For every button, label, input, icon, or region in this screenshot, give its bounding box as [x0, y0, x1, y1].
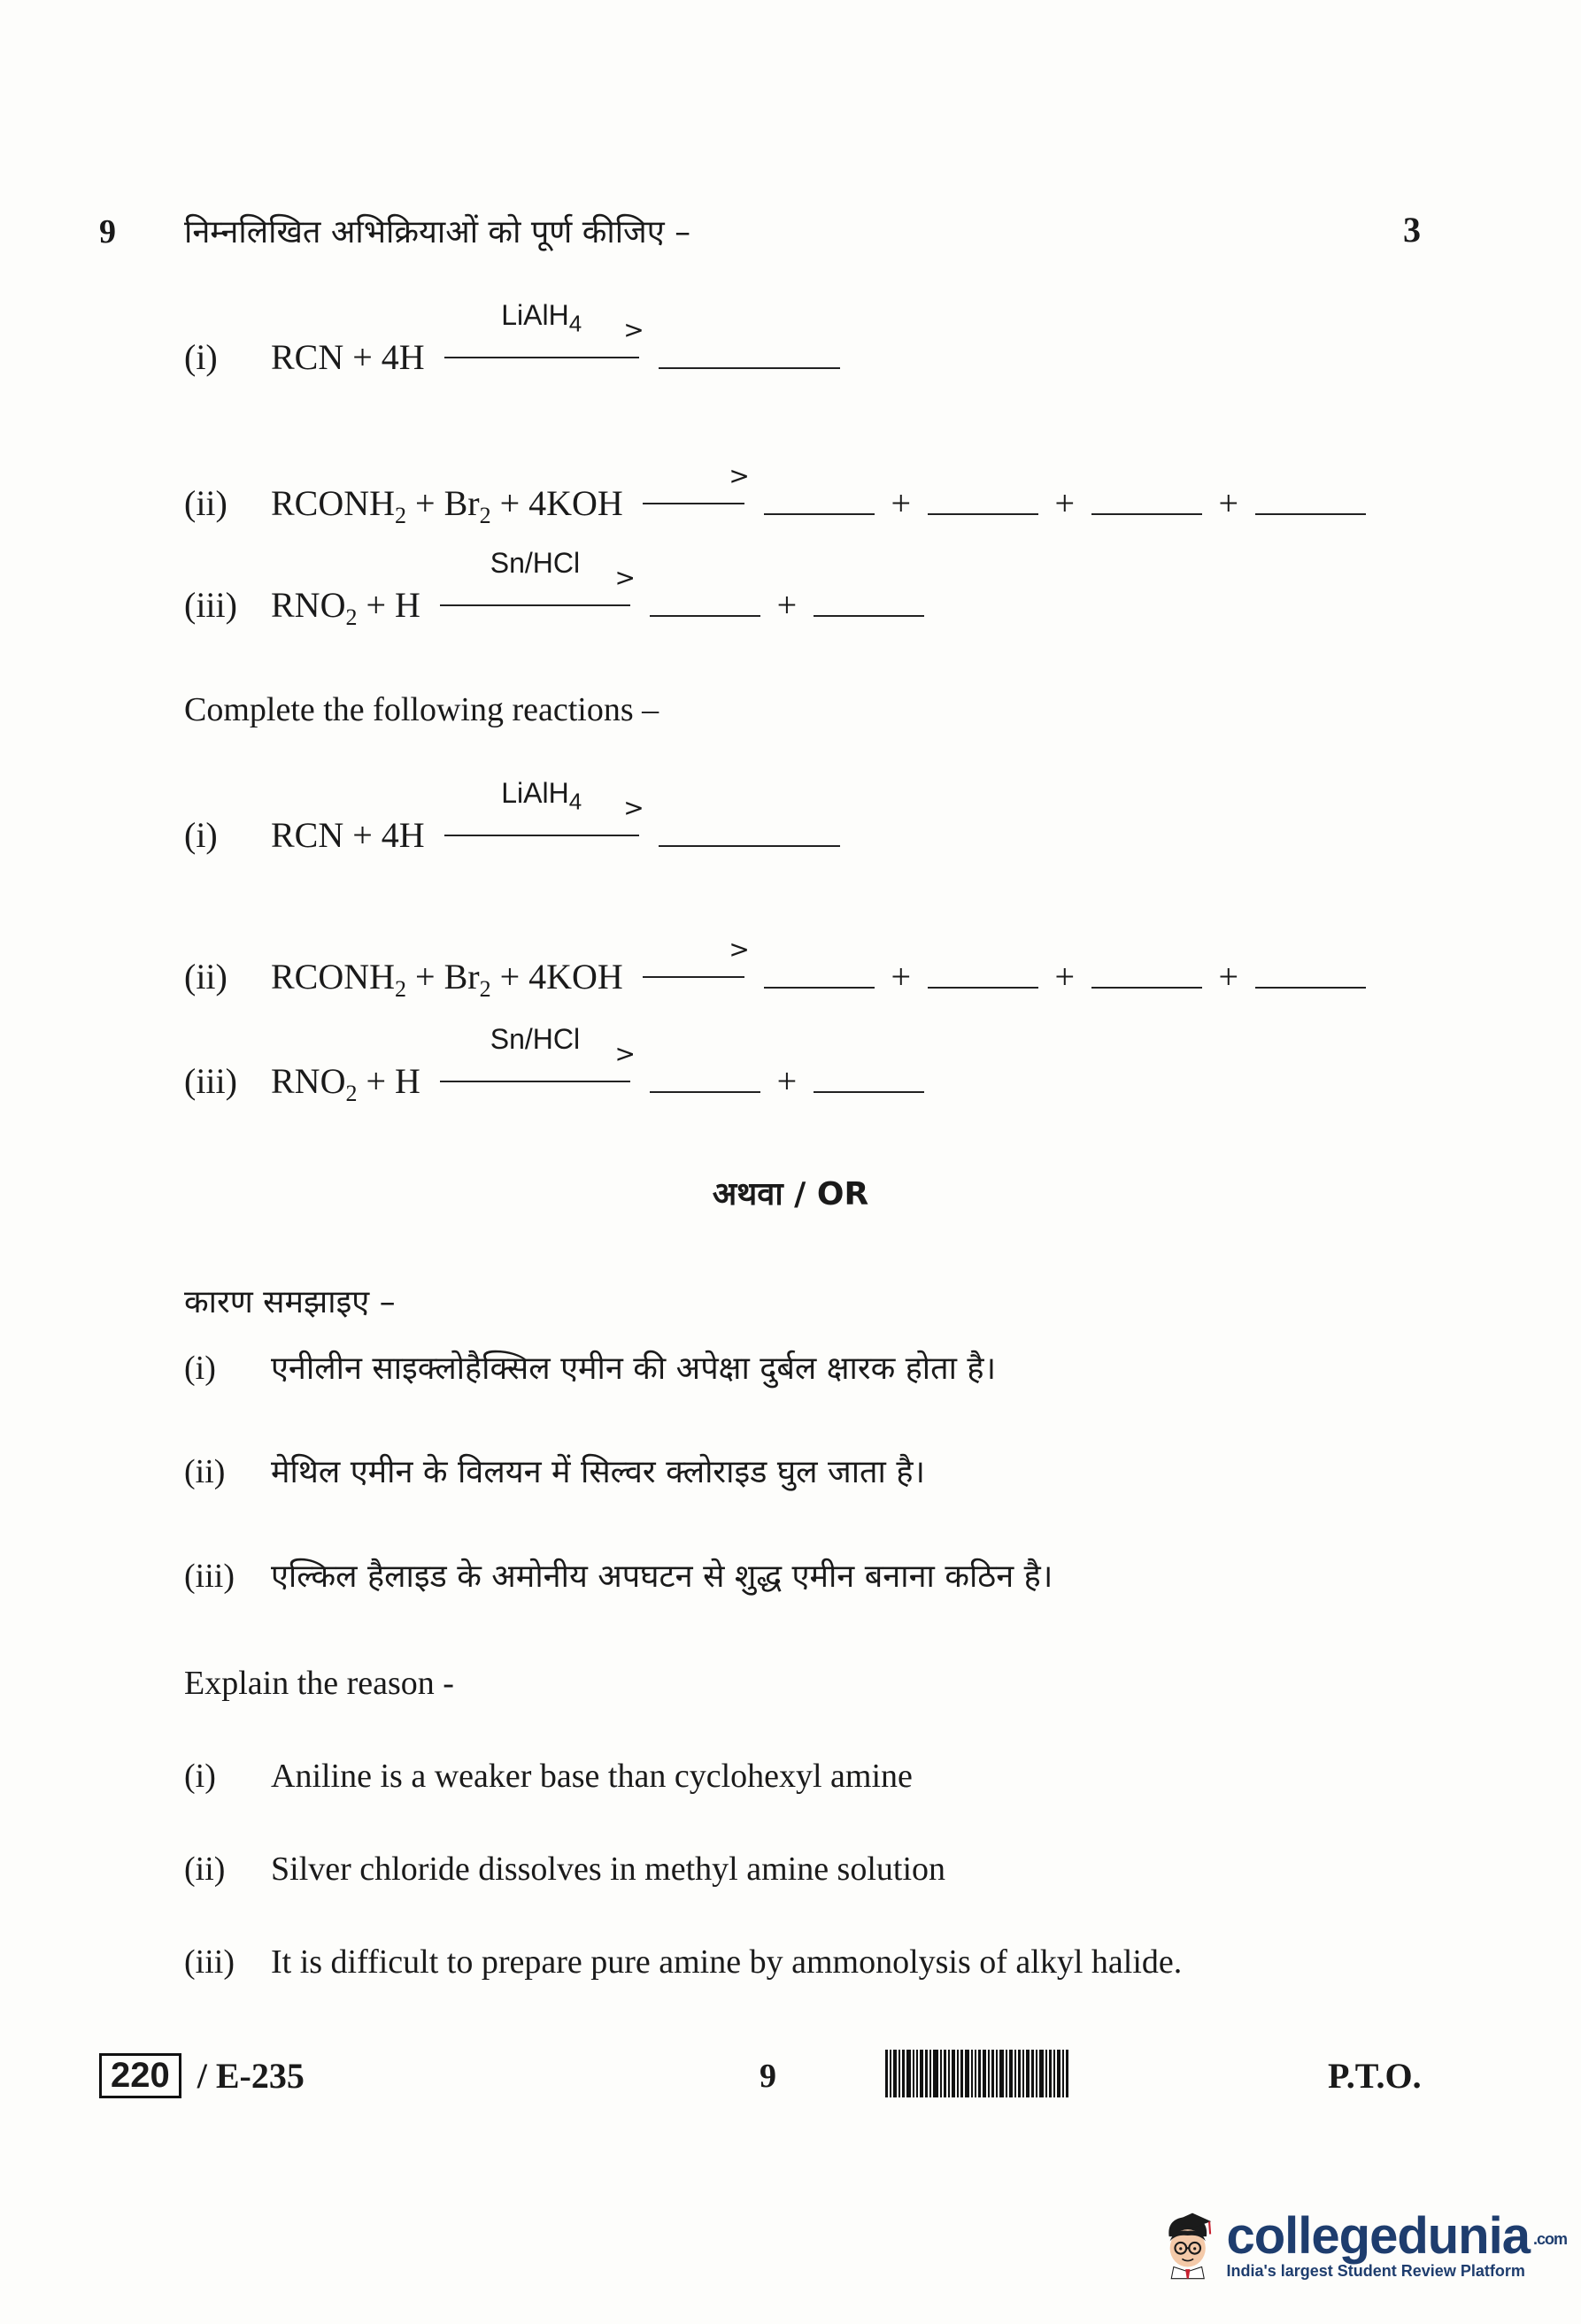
item-label: (ii)	[184, 1851, 226, 1888]
answer-blank	[659, 364, 840, 369]
reaction-reagent: LiAlH$_4$	[501, 299, 582, 337]
reaction-label: (iii)	[184, 585, 237, 625]
barcode-bar	[991, 2050, 994, 2097]
answer-blank	[764, 983, 875, 989]
plus-sign: +	[891, 957, 912, 997]
student-mascot-icon	[1160, 2177, 1215, 2310]
item-label: (iii)	[184, 1943, 235, 1981]
barcode-bar	[965, 2050, 969, 2097]
item-text: Aniline is a weaker base than cyclohexyl amine	[271, 1758, 913, 1795]
brand-tagline: India's largest Student Review Platform	[1226, 2262, 1525, 2280]
barcode-bar	[933, 2050, 938, 2097]
barcode-bar	[952, 2050, 955, 2097]
barcode-bar	[1014, 2050, 1016, 2097]
barcode-bar	[960, 2050, 963, 2097]
barcode-bar	[920, 2050, 923, 2097]
barcode-bar	[944, 2050, 946, 2097]
answer-blank	[659, 842, 840, 847]
barcode-bar	[929, 2050, 931, 2097]
question-prompt-hindi: निम्नलिखित अभिक्रियाओं को पूर्ण कीजिए –	[184, 214, 691, 250]
item-label: (iii)	[184, 1558, 235, 1595]
item-text: It is difficult to prepare pure amine by ammonolysis of alkyl halide.	[271, 1943, 1183, 1981]
reaction-lhs: $RCONH_2 + Br_2 + 4KOH$	[271, 483, 623, 528]
reaction-1-hindi-block	[184, 299, 840, 378]
answer-blank	[928, 983, 1038, 989]
plus-sign: +	[776, 585, 798, 625]
reaction-label: (i)	[184, 337, 218, 377]
barcode-bar	[957, 2050, 959, 2097]
alternative-prompt-hindi: कारण समझाइए –	[184, 1284, 396, 1320]
alt-english-item	[184, 1850, 945, 1889]
reaction-1-english-block	[184, 777, 840, 856]
reaction-label: (i)	[184, 815, 218, 855]
reaction-arrow: >	[643, 482, 744, 524]
barcode-bar	[1022, 2050, 1024, 2097]
reaction-arrow: LiAlH$_4$ >	[444, 814, 639, 856]
reaction-lhs: $RCONH_2 + Br_2 + 4KOH$	[271, 957, 623, 1002]
barcode-bar	[996, 2050, 998, 2097]
barcode-bar	[983, 2050, 986, 2097]
reaction-lhs: RCN + 4H	[271, 815, 425, 855]
reaction-reagent: Sn/HCl	[490, 1023, 581, 1055]
collegedunia-watermark	[1160, 2173, 1567, 2314]
reaction-3-hindi-block	[184, 547, 924, 631]
paper-code-group	[99, 2053, 305, 2098]
barcode-bar	[916, 2050, 918, 2097]
reaction-arrow: LiAlH$_4$ >	[444, 336, 639, 378]
barcode-bar	[1031, 2050, 1034, 2097]
reaction-reagent: Sn/HCl	[490, 547, 581, 579]
barcode-bar	[988, 2050, 990, 2097]
alt-hindi-item	[184, 1449, 925, 1492]
question-marks: 3	[1403, 210, 1421, 250]
paper-code-box: 220	[99, 2053, 181, 2098]
barcode-bar	[1049, 2050, 1052, 2097]
barcode-bar	[978, 2050, 981, 2097]
barcode-bar	[898, 2050, 900, 2097]
barcode-bar	[890, 2050, 891, 2097]
barcode-bar	[1057, 2050, 1060, 2097]
reaction-reagent: LiAlH$_4$	[501, 777, 582, 815]
or-heading: अथवा / OR	[712, 1176, 869, 1212]
plus-sign: +	[776, 1061, 798, 1101]
barcode	[885, 2050, 1160, 2097]
plus-sign: +	[1218, 957, 1239, 997]
answer-blank	[814, 1088, 924, 1093]
item-label: (ii)	[184, 1453, 226, 1490]
item-text: Silver chloride dissolves in methyl amine solution	[271, 1851, 946, 1888]
plus-sign: +	[1054, 957, 1076, 997]
answer-blank	[814, 612, 924, 617]
question-prompt-english: Complete the following reactions –	[184, 691, 659, 728]
barcode-bar	[1062, 2050, 1064, 2097]
reaction-lhs: $RNO_2 + H$	[271, 1061, 420, 1106]
barcode-bar	[1053, 2050, 1055, 2097]
barcode-bar	[948, 2050, 950, 2097]
barcode-bar	[971, 2050, 973, 2097]
reaction-label: (ii)	[184, 483, 228, 523]
reaction-arrow: >	[643, 956, 744, 997]
barcode-bar	[940, 2050, 942, 2097]
barcode-bar	[1009, 2050, 1013, 2097]
reaction-label: (iii)	[184, 1061, 237, 1101]
barcode-bar	[906, 2050, 911, 2097]
barcode-bar	[913, 2050, 914, 2097]
barcode-bar	[1066, 2050, 1068, 2097]
answer-blank	[1091, 510, 1202, 515]
barcode-bar	[1018, 2050, 1021, 2097]
answer-blank	[650, 1088, 760, 1093]
answer-blank	[764, 510, 875, 515]
reaction-arrow: Sn/HCl >	[440, 1060, 630, 1102]
item-text: मेथिल एमीन के विलयन में सिल्वर क्लोराइड घुल जाता है।	[271, 1454, 926, 1490]
plus-sign: +	[1054, 483, 1076, 523]
alt-english-item	[184, 1757, 913, 1796]
paper-series: / E-235	[197, 2056, 305, 2096]
alt-hindi-item	[184, 1553, 1053, 1597]
item-label: (i)	[184, 1350, 216, 1387]
answer-blank	[650, 612, 760, 617]
barcode-bar	[925, 2050, 928, 2097]
alt-hindi-item	[184, 1345, 996, 1389]
reaction-2-hindi-block	[184, 461, 1366, 529]
alternative-prompt-english: Explain the reason -	[184, 1665, 454, 1702]
reaction-2-english-block	[184, 935, 1366, 1003]
plus-sign: +	[891, 483, 912, 523]
reaction-label: (ii)	[184, 957, 228, 997]
question-number: 9	[99, 213, 116, 250]
answer-blank	[1255, 983, 1366, 989]
reaction-arrow: Sn/HCl >	[440, 584, 630, 626]
barcode-bar	[1036, 2050, 1037, 2097]
pto-label: P.T.O.	[1328, 2056, 1422, 2096]
barcode-bar	[999, 2050, 1004, 2097]
reaction-lhs: RCN + 4H	[271, 337, 425, 377]
reaction-3-english-block	[184, 1023, 924, 1107]
barcode-bar	[1039, 2050, 1044, 2097]
item-text: एनीलीन साइक्लोहैक्सिल एमीन की अपेक्षा दुर्बल क्षारक होता है।	[271, 1351, 997, 1387]
item-label: (i)	[184, 1758, 216, 1795]
answer-blank	[1255, 510, 1366, 515]
answer-blank	[928, 510, 1038, 515]
barcode-bar	[1006, 2050, 1007, 2097]
barcode-bar	[885, 2050, 888, 2097]
plus-sign: +	[1218, 483, 1239, 523]
item-text: एल्किल हैलाइड के अमोनीय अपघटन से शुद्ध एमीन बनाना कठिन है।	[271, 1558, 1053, 1595]
barcode-bar	[893, 2050, 897, 2097]
alt-english-item	[184, 1943, 1182, 1982]
brand-name: collegedunia .com	[1226, 2207, 1567, 2265]
reaction-lhs: $RNO_2 + H$	[271, 585, 420, 630]
barcode-bar	[975, 2050, 976, 2097]
barcode-bar	[1026, 2050, 1030, 2097]
barcode-bar	[1045, 2050, 1047, 2097]
barcode-bar	[902, 2050, 905, 2097]
page-number: 9	[760, 2058, 776, 2095]
answer-blank	[1091, 983, 1202, 989]
